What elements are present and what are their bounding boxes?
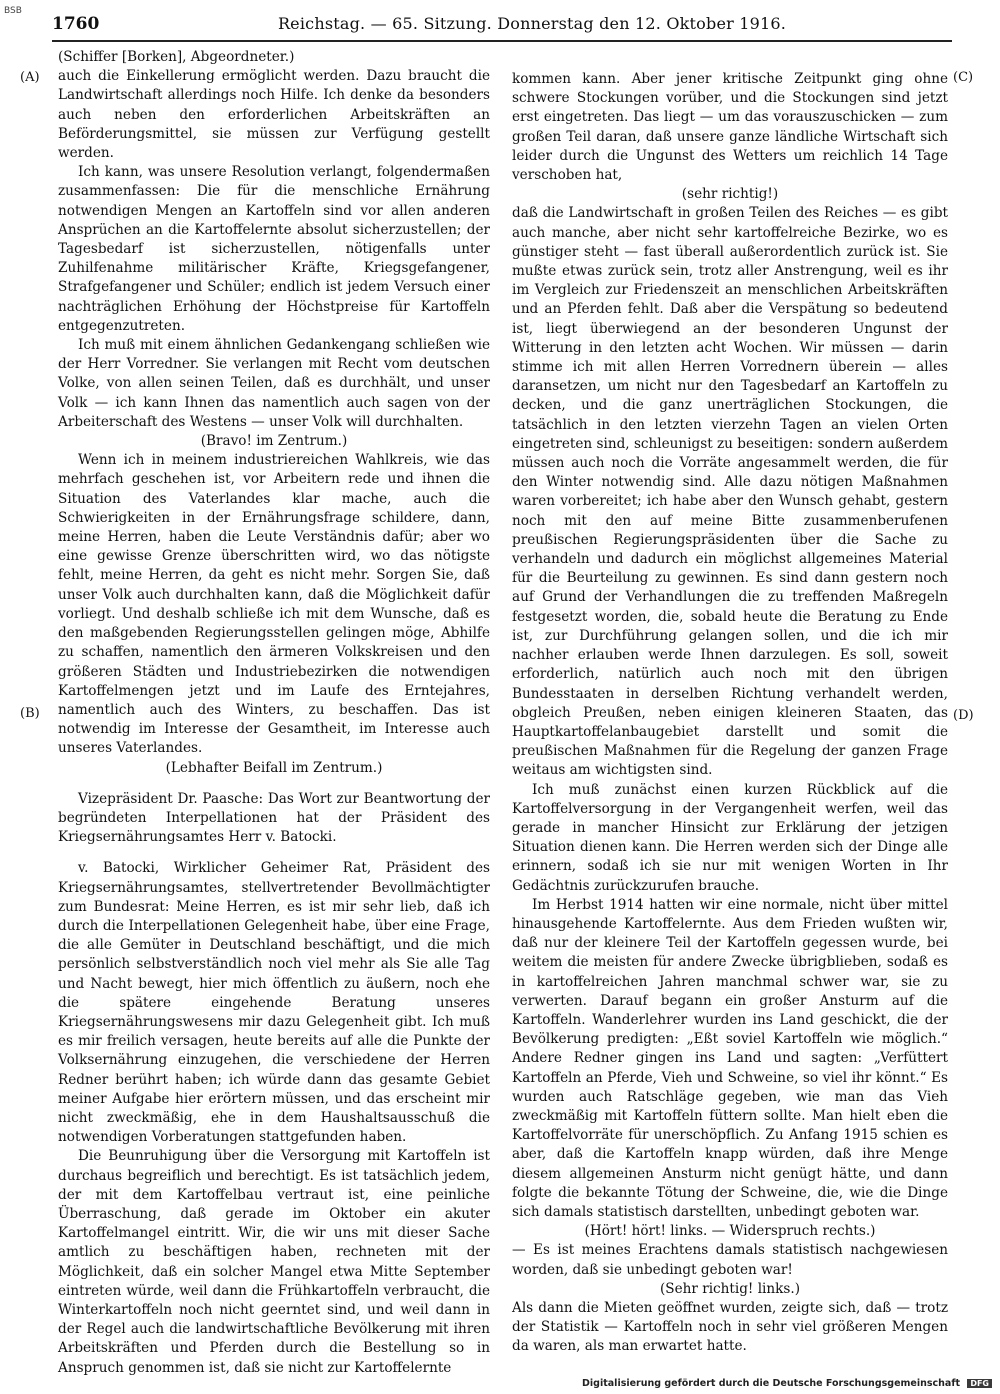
header-rule	[52, 40, 952, 42]
interjection: (sehr richtig!)	[681, 186, 779, 203]
interjection: (Bravo! im Zentrum.)	[200, 433, 348, 450]
dfg-logo: DFG	[967, 1379, 992, 1388]
margin-label-c: (C)	[953, 70, 974, 85]
running-title: Reichstag. — 65. Sitzung. Donnerstag den 12. Oktober 1916.	[277, 14, 787, 33]
page-number: 1760	[52, 14, 100, 34]
footer-text: Digitalisierung gefördert durch die Deutsche Forschungsgemeinschaft	[582, 1378, 961, 1389]
library-mark: BSB	[4, 6, 22, 16]
paragraph: Ich kann, was unsere Resolution verlangt, folgendermaßen zusammenfassen: Die für die menschliche Ernährung notwendigen Mengen an Kartoffeln sind vor allen anderen Ansprüchen an die Kartoffelernte absolut sicherzustellen; der Tagesbedarf ist sicherzustellen, nötigenfalls unter Zuhilfenahme militärischer Kräfte, Kriegsgefangener, Strafgefangener und Schüler; endlich ist jedem Versuch einer nachträglichen Erhöhung der Höchstpreise für Kartoffeln entgegenzutreten.	[58, 164, 490, 334]
margin-label-b: (B)	[20, 706, 40, 721]
paragraph: Vizepräsident Dr. Paasche: Das Wort zur Beantwortung der begründeten Interpellationen hat der Präsident des Kriegsernährungsamtes Herr v. Batocki.	[58, 790, 490, 846]
interjection: (Hört! hört! links. — Widerspruch rechts.)	[584, 1223, 876, 1240]
paragraph: kommen kann. Aber jener kritische Zeitpunkt ging ohne schwere Stockungen vorüber, und die Stockungen sind jetzt erst eingetreten. Das liegt — um das vorauszuschicken — zum großen Teil daran, daß unsere ganze ländliche Wirtschaft sich leider durch die Ungunst des Wetters um reichlich 14 Tage verschoben hat,	[512, 71, 948, 184]
margin-label-d: (D)	[953, 708, 974, 723]
interjection: (Sehr richtig! links.)	[659, 1280, 801, 1297]
speaker-note: (Schiffer [Borken], Abgeordneter.)	[58, 49, 295, 65]
margin-label-a: (A)	[20, 70, 40, 85]
paragraph: Ich muß zunächst einen kurzen Rückblick auf die Kartoffelversorgung in der Vergangenheit werfen, weil das gerade in mancher Hinsicht zur Erklärung der jetzigen Situation dienen kann. Die Herren werden sich der Dinge alle erinnern, sodaß ich sie nur mit wenigen Worten in Ihr Gedächtnis zurückzurufen brauche.	[512, 781, 948, 894]
paragraph: Wenn ich in meinem industriereichen Wahlkreis, wie das mehrfach geschehen ist, vor Arbeitern rede und ihnen die Situation des Vaterlandes klar mache, auch die Schwierigkeiten in der Ernährungsfrage schildere, dann, meine Herren, haben die Leute Verständnis dafür; aber wo eine gewisse Grenze überschritten wird, wo das nötigste fehlt, meine Herren, da geht es nicht mehr. Sorgen Sie, daß unser Volk auch durchhalten kann, daß die Möglichkeit dafür vorliegt. Und deshalb schließe ich mit dem Wunsche, daß es den maßgebenden Regierungsstellen gelingen möge, Abhilfe zu schaffen, namentlich den ärmeren Volkskreisen und den größeren Städten und Industriebezirken die notwendigen Kartoffelmengen jetzt und im Laufe des Erntejahres, namentlich auch des Winters, zu beschaffen. Das ist notwendig im Interesse der Gesamtheit, im Interesse auch unseres Vaterlandes.	[58, 452, 490, 757]
paragraph: Ich muß mit einem ähnlichen Gedankengang schließen wie der Herr Vorredner. Sie verlangen mit Recht vom deutschen Volke, von allen seinen Teilen, daß es durchhält, und unser Volk — ich kann Ihnen das namentlich auch sagen von der Arbeiterschaft des Westens — unser Volk will durchhalten.	[58, 337, 490, 430]
right-column	[512, 70, 948, 1357]
paragraph: Die Beunruhigung über die Versorgung mit Kartoffeln ist durchaus begreiflich und berechtigt. Es ist tatsächlich jedem, der mit dem Kartoffelbau vertraut ist, eine peinliche Überraschung, daß gerade im Oktober ein akuter Kartoffelmangel eintritt. Wir, die wir uns mit dieser Sache amtlich zu beschäftigen haben, rechneten mit der Möglichkeit, daß ein solcher Mangel etwa Mitte September eintreten würde, weil dann die Frühkartoffeln verbraucht, die Winterkartoffeln noch nicht geerntet sind, und weil dann in der Regel auch die landwirtschaftliche Bevölkerung mit ihren Arbeitskräften und Pferden durch die Bestellung so in Anspruch genommen ist, daß sie nicht zur Kartoffelernte	[58, 1148, 490, 1376]
left-column	[58, 48, 490, 1378]
page-header	[52, 14, 952, 40]
paragraph: daß die Landwirtschaft in großen Teilen des Reiches — es gibt auch manche, aber nicht sehr kartoffelreiche Bezirke, wo es günstiger steht — fast überall außerordentlich zurück ist. Sie mußte etwas zurück sein, trotz aller Anstrengung, weil es ihr im Vergleich zur Friedenszeit an menschlichen Arbeitskräften und an Pferden fehlt. Daß aber die Verspätung so bedeutend ist, liegt überwiegend an der besonderen Ungunst der Witterung in den letzten acht Wochen. Wir müssen — darin stimme ich mit allen Herren Vorrednern überein — alles daransetzen, um nicht nur den Tagesbedarf an Kartoffeln zu decken, und die ganz unerträglichen Stockungen, die tatsächlich in den letzten vierzehn Tagen an vielen Orten eingetreten sind, schleunigst zu beseitigen: sondern außerdem müssen auch noch die Vorräte angesammelt werden, die für den Winter notwendig sind. Alle dazu nötigen Maßnahmen waren vorbereitet; ich habe aber den Wunsch gehabt, gestern noch mit den auf meine Bitte zusammenberufenen preußischen Regierungspräsidenten über die Sache zu verhandeln und dadurch ein möglichst allgemeines Material für die Beurteilung zu gewinnen. Es sind dann gestern noch auf Grund der Verhandlungen die zu treffenden Maßregeln festgesetzt worden, die, sobald heute die Beratung zu Ende ist, zur Durchführung gelangen sollen, und die ich mir nachher erlauben werde Ihnen darzulegen. Es soll, soweit erforderlich, natürlich auch noch mit den übrigen Bundesstaaten in derselben Richtung verhandelt werden, obgleich Preußen, neben einigen kleineren Staaten, das Hauptkartoffelanbaugebiet darstellt und somit die preußischen Maßnahmen für die Regelung der ganzen Frage weitaus am wichtigsten sind.	[512, 205, 948, 779]
paragraph: Im Herbst 1914 hatten wir eine normale, nicht über mittel hinausgehende Kartoffelernte. Aus dem Frieden wußten wir, daß nur der kleinere Teil der Kartoffeln gegessen wurde, bei weitem die meisten für andere Zwecke übrigblieben, sodaß es in kartoffelreichen Jahren manchmal schwer war, sie zu verwerten. Darauf begann ein großer Ansturm auf die Kartoffeln. Wanderlehrer wurden ins Land geschickt, die der Bevölkerung predigten: „Eßt soviel Kartoffeln wie möglich.“ Andere Redner gingen ins Land und sagten: „Verfüttert Kartoffeln an Pferde, Vieh und Schweine, so viel ihr könnt.“ Es wurden auch Ratschläge gegeben, wie man das Vieh zweckmäßig mit Kartoffeln füttern sollte. Man hielt eben die Kartoffelvorräte für unerschöpflich. Zu Anfang 1915 schien es aber, daß die Kartoffeln knapp würden, daß ihre Menge diesem allgemeinen Ansturm nicht genügt hätte, und dann folgte die bekannte Tötung der Schweine, die, wie die Dinge sich damals statistisch darstellten, unbedingt geboten war.	[512, 896, 948, 1220]
footer	[582, 1378, 992, 1389]
paragraph: Als dann die Mieten geöffnet wurden, zeigte sich, daß — trotz der Statistik — Kartoffeln noch in sehr viel größeren Mengen da waren, als man erwartet hatte.	[512, 1300, 948, 1355]
paragraph: auch die Einkellerung ermöglicht werden. Dazu braucht die Landwirtschaft allerdings noch Hilfe. Ich denke da besonders auch neben den erforderlichen Arbeitskräften an Beförderungsmittel, sie müssen zur Verfügung gestellt werden.	[58, 68, 490, 162]
paragraph: — Es ist meines Erachtens damals statistisch nachgewiesen worden, daß sie unbedingt geboten war!	[512, 1242, 948, 1278]
interjection: (Lebhafter Beifall im Zentrum.)	[165, 759, 383, 776]
paragraph: v. Batocki, Wirklicher Geheimer Rat, Präsident des Kriegsernährungsamtes, stellvertretender Bevollmächtigter zum Bundesrat: Meine Herren, es ist mir sehr lieb, daß ich durch die Interpellationen Gelegenheit habe, über eine Frage, die alle Gemüter in Deutschland beschäftigt, und die mich persönlich selbstverständlich noch viel mehr als Sie alle Tag und Nacht bewegt, hier mich öffentlich zu äußern, noch ehe die spätere eingehende Beratung unseres Kriegsernährungswesens mir dazu Gelegenheit gibt. Ich muß es mir freilich versagen, heute bereits auf alle die Punkte der Volksernährung einzugehen, die verschiedene der Herren Redner berührt haben; ich würde dann das gesamte Gebiet meiner Aufgabe hier erörtern müssen, und das erscheint mir nicht zweckmäßig, ehe in dem Haushaltsausschuß die notwendigen Vorberatungen stattgefunden haben.	[58, 860, 490, 1146]
